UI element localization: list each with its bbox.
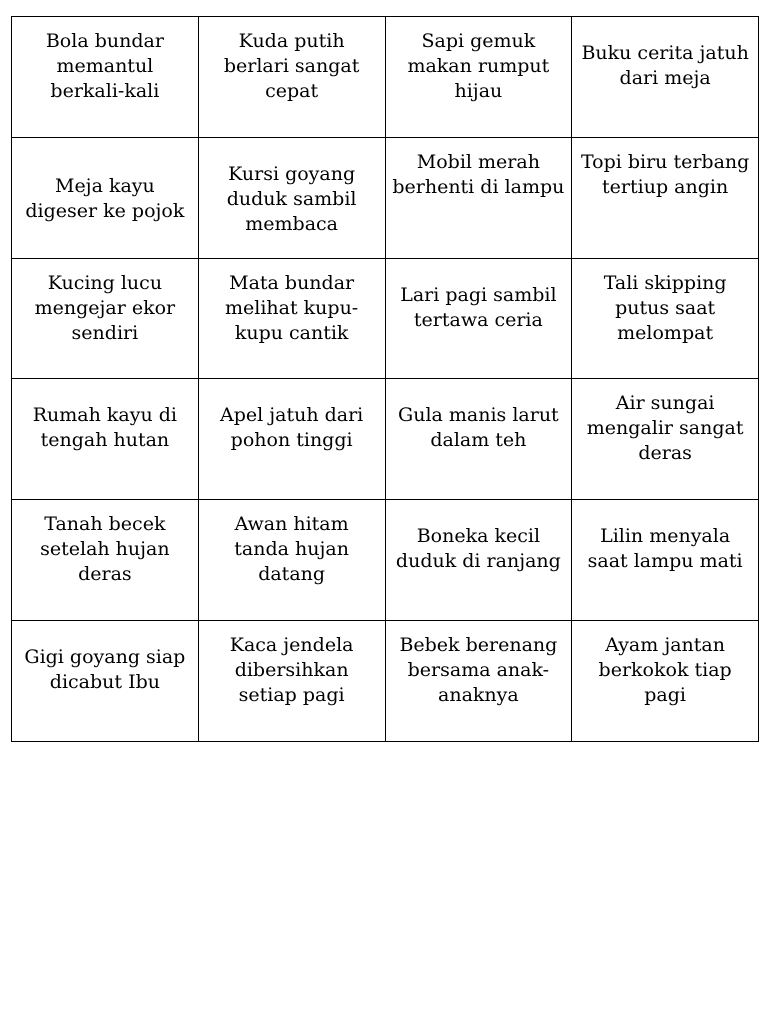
grid-row	[12, 500, 759, 621]
grid-cell: Lari pagi sambil tertawa ceria	[385, 258, 572, 379]
phrase-grid	[11, 16, 759, 742]
grid-cell: Gigi goyang siap dicabut Ibu	[12, 621, 199, 742]
grid-cell: Boneka kecil duduk di ranjang	[385, 500, 572, 621]
grid-cell: Lilin menyala saat lampu mati	[572, 500, 759, 621]
grid-row	[12, 379, 759, 500]
grid-cell: Mobil merah berhenti di lampu	[385, 137, 572, 258]
grid-cell: Bola bundar memantul berkali-kali	[12, 17, 199, 138]
grid-cell: Buku cerita jatuh dari meja	[572, 17, 759, 138]
grid-cell: Air sungai mengalir sangat deras	[572, 379, 759, 500]
grid-cell: Mata bundar melihat kupu-kupu cantik	[198, 258, 385, 379]
grid-row	[12, 17, 759, 138]
grid-row	[12, 137, 759, 258]
grid-cell: Kucing lucu mengejar ekor sendiri	[12, 258, 199, 379]
grid-cell: Bebek berenang bersama anak-anaknya	[385, 621, 572, 742]
grid-cell: Gula manis larut dalam teh	[385, 379, 572, 500]
grid-cell: Awan hitam tanda hujan datang	[198, 500, 385, 621]
grid-cell: Tali skipping putus saat melompat	[572, 258, 759, 379]
grid-row	[12, 621, 759, 742]
grid-cell: Ayam jantan berkokok tiap pagi	[572, 621, 759, 742]
grid-cell: Meja kayu digeser ke pojok	[12, 137, 199, 258]
grid-cell: Rumah kayu di tengah hutan	[12, 379, 199, 500]
grid-cell: Kuda putih berlari sangat cepat	[198, 17, 385, 138]
grid-cell: Apel jatuh dari pohon tinggi	[198, 379, 385, 500]
grid-cell: Topi biru terbang tertiup angin	[572, 137, 759, 258]
grid-cell: Tanah becek setelah hujan deras	[12, 500, 199, 621]
grid-cell: Sapi gemuk makan rumput hijau	[385, 17, 572, 138]
grid-row	[12, 258, 759, 379]
grid-cell: Kaca jendela dibersihkan setiap pagi	[198, 621, 385, 742]
grid-cell: Kursi goyang duduk sambil membaca	[198, 137, 385, 258]
